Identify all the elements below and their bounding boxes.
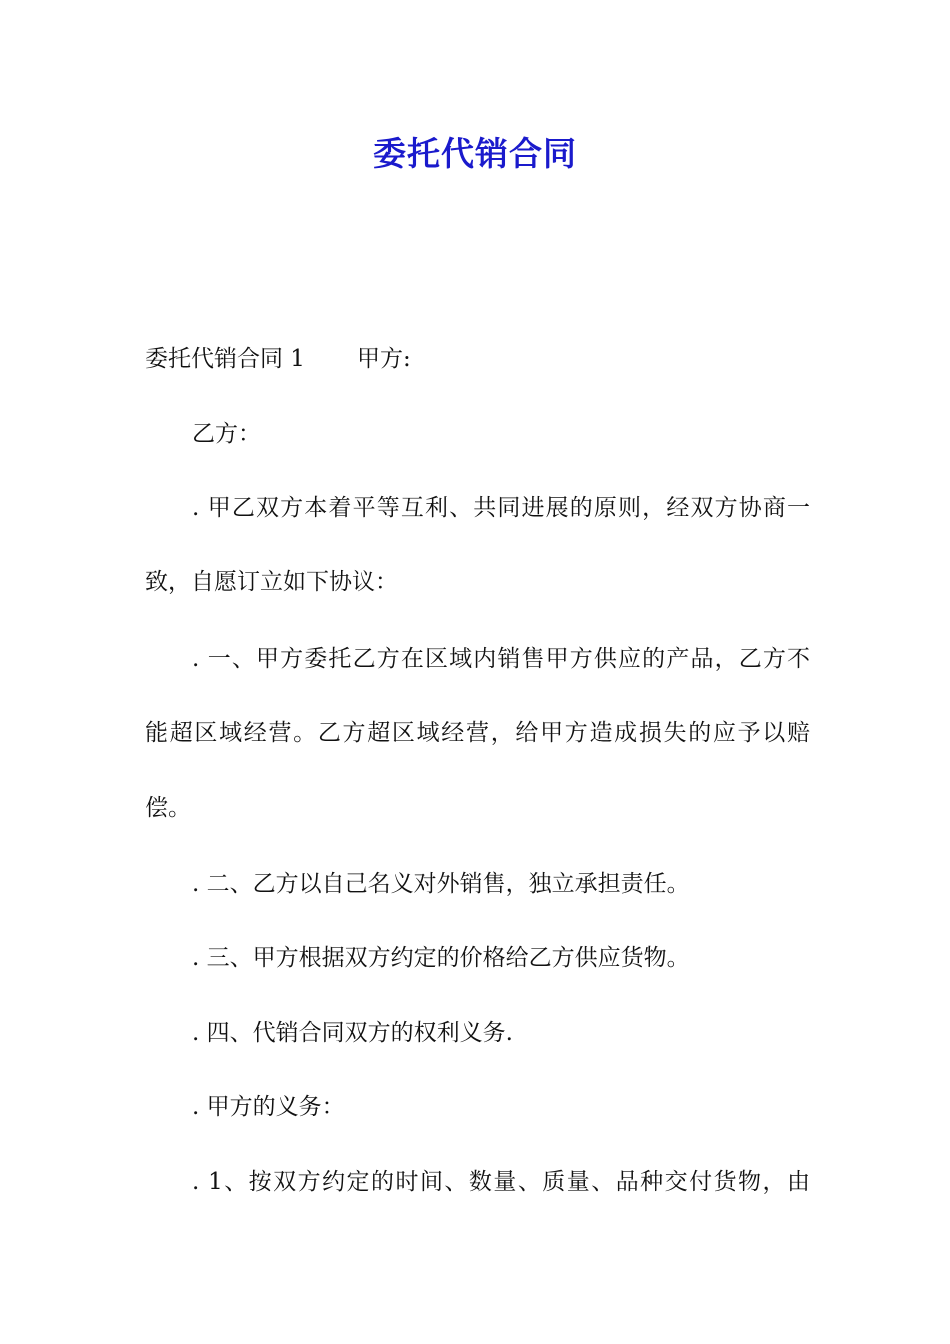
clause-2: . 二、乙方以自己名义对外销售，独立承担责任。 [192,871,690,897]
duty-1-line: . 1、按双方约定的时间、数量、质量、品种交付货物，由 [192,1169,810,1195]
intro-paragraph-line-2: 致，自愿订立如下协议： [145,569,398,595]
clause-1-line-1: . 一、甲方委托乙方在区域内销售甲方供应的产品，乙方不 [192,646,810,672]
clause-1-line-2: 能超区域经营。乙方超区域经营，给甲方造成损失的应予以赔 [145,720,810,746]
document-title: 委托代销合同 [373,134,577,173]
clause-4: . 四、代销合同双方的权利义务. [192,1020,513,1046]
contract-header-line [145,343,810,375]
intro-paragraph-line-1: . 甲乙双方本着平等互利、共同进展的原则，经双方协商一 [192,495,810,521]
clause-3: . 三、甲方根据双方约定的价格给乙方供应货物。 [192,945,690,971]
clause-1-line-3: 偿。 [145,795,191,821]
party-a-duties-heading: . 甲方的义务： [192,1094,345,1120]
party-b-label: 乙方： [192,421,261,447]
contract-number-label: 委托代销合同 1 [145,346,305,372]
party-a-label: 甲方: [356,346,411,372]
